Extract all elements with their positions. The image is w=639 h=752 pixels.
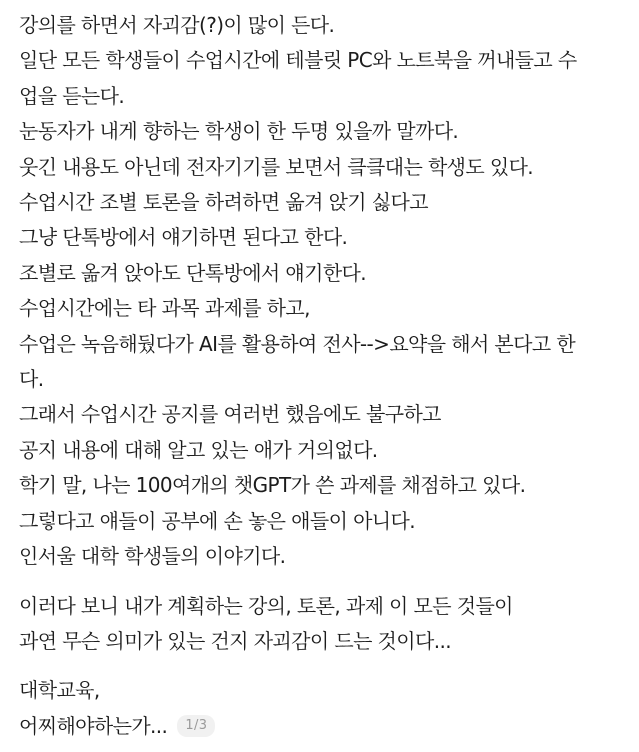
text-line: 대학교육, xyxy=(19,678,100,703)
text-line-last xyxy=(19,709,625,744)
text-line: 눈동자가 내게 향하는 학생이 한 두명 있을까 말까다. xyxy=(19,119,459,144)
text-line: 강의를 하면서 자괴감(?)이 많이 든다. xyxy=(19,13,335,37)
text-line: 업을 듣는다. xyxy=(19,83,125,108)
paragraph xyxy=(19,589,625,660)
paragraph-spacer xyxy=(19,575,625,589)
text-line: 수업시간에는 타 과목 과제를 하고, xyxy=(19,296,310,321)
text-line: 수업은 녹음해뒀다가 AI를 활용하여 전사-->요약을 해서 본다고 한 xyxy=(19,331,576,356)
text-line: 그렇다고 얘들이 공부에 손 놓은 애들이 아니다. xyxy=(19,508,415,533)
page-indicator-badge[interactable]: 1/3 xyxy=(177,715,215,737)
paragraph-spacer xyxy=(19,659,625,673)
text-line: 과연 무슨 의미가 있는 건지 자괴감이 드는 것이다... xyxy=(19,628,451,653)
text-line: 공지 내용에 대해 알고 있는 애가 거의없다. xyxy=(19,437,378,462)
paragraph xyxy=(19,8,625,575)
paragraph xyxy=(19,673,625,744)
text-line: 학기 말, 나는 100여개의 챗GPT가 쓴 과제를 채점하고 있다. xyxy=(19,473,526,498)
text-line: 그냥 단톡방에서 얘기하면 된다고 한다. xyxy=(19,225,348,250)
text-line: 웃긴 내용도 아닌데 전자기기를 보면서 킄킄대는 학생도 있다. xyxy=(19,154,534,179)
text-line: 인서울 대학 학생들의 이야기다. xyxy=(19,544,286,569)
text-line: 일단 모든 학생들이 수업시간에 테블릿 PC와 노트북을 꺼내들고 수 xyxy=(19,48,577,73)
text-line: 다. xyxy=(19,367,44,392)
text-line: 수업시간 조별 토론을 하려하면 옮겨 앉기 싫다고 xyxy=(19,190,428,215)
last-line-text: 어찌해야하는가... xyxy=(19,713,168,738)
text-line: 이러다 보니 내가 계획하는 강의, 토론, 과제 이 모든 것들이 xyxy=(19,593,513,618)
text-line: 조별로 옮겨 앉아도 단톡방에서 얘기한다. xyxy=(19,260,367,285)
text-line: 그래서 수업시간 공지를 여러번 했음에도 불구하고 xyxy=(19,402,441,427)
